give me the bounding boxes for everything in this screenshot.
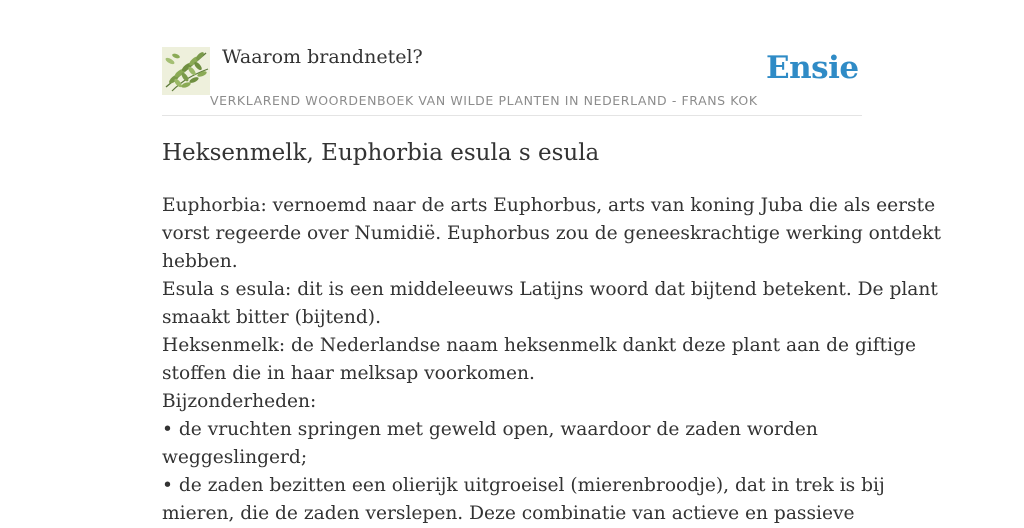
entry-line: Euphorbia: vernoemd naar de arts Euphorbus, arts van koning Juba die als eerste [162,195,936,216]
entry-title: Heksenmelk, Euphorbia esula s esula [162,140,600,166]
entry-line: mieren, die de zaden verslepen. Deze combinatie van actieve en passieve [162,503,855,524]
entry-line: • de zaden bezitten een olierijk uitgroeisel (mierenbroodje), dat in trek is bij [162,475,885,496]
entry-line: stoffen die in haar melksap voorkomen. [162,363,535,384]
ensie-logo[interactable]: Ensie [766,50,859,86]
book-subtitle[interactable]: VERKLAREND WOORDENBOEK VAN WILDE PLANTEN IN NEDERLAND - FRANS KOK [210,93,758,108]
entry-line: • de vruchten springen met geweld open, waardoor de zaden worden [162,419,818,440]
header-divider [162,115,862,116]
entry-line: Esula s esula: dit is een middeleeuws Latijns woord dat bijtend betekent. De plant [162,279,938,300]
plant-illustration-icon [162,47,210,95]
entry-body [162,192,941,528]
book-title[interactable]: Waarom brandnetel? [222,46,423,68]
entry-line: Heksenmelk: de Nederlandse naam heksenmelk dankt deze plant aan de giftige [162,335,916,356]
entry-line: Bijzonderheden: [162,391,317,412]
entry-line: weggeslingerd; [162,447,308,468]
entry-line: hebben. [162,251,238,272]
entry-line: smaakt bitter (bijtend). [162,307,381,328]
book-cover-avatar[interactable] [162,47,210,95]
entry-line: vorst regeerde over Numidië. Euphorbus zou de geneeskrachtige werking ontdekt [162,223,941,244]
